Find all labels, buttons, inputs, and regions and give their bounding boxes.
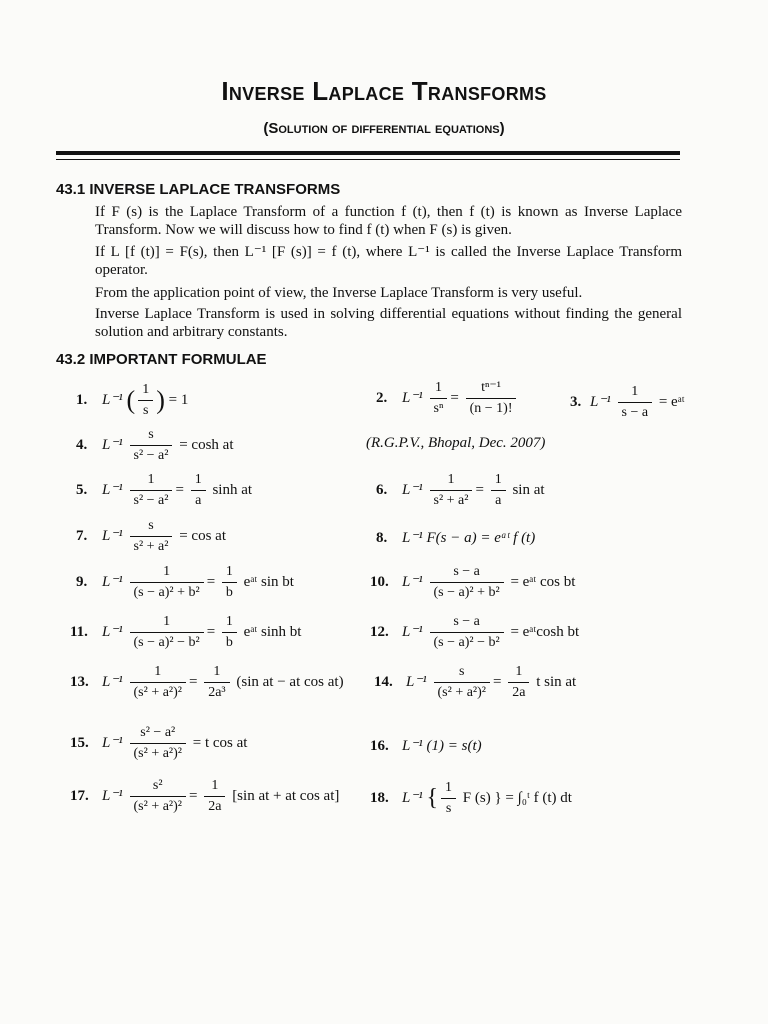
formula-16: 16. L⁻¹ (1) = s(t) (370, 738, 482, 754)
formula-14: 14. L⁻¹ $\frac{s}{\text{(s² + a²)²}}$ = $\frac{1}{2a}$ t sin at (374, 664, 577, 700)
paragraph-application: From the application point of view, the Inverse Laplace Transform is very useful. (95, 285, 583, 301)
formula-15: 15. L⁻¹ $\frac{\text{s² − a²}}{\text{(s² + a²)²}}$ = t cos at (70, 725, 248, 761)
title-rule-thin (56, 159, 680, 160)
formula-1: 1. L⁻¹ ( $\frac{1}{s}$ ) = 1 (76, 382, 189, 418)
formula-8: 8. L⁻¹ F(s − a) = eᵃᵗ f (t) (376, 530, 536, 546)
title-rule-thick (56, 151, 680, 155)
formula-18: 18. L⁻¹ { $\frac{1}{s}$ F (s) } = ∫₀ᵗ f (t) dt (370, 780, 572, 816)
formula-7: 7. L⁻¹ $\frac{s}{\text{s² + a²}}$ = cos at (76, 518, 226, 554)
paragraph-usage: Inverse Laplace Transform is used in solving differential equations without finding the general solution and arbitrary constants. (95, 306, 682, 340)
formula-12: 12. L⁻¹ $\frac{s - a}{\text{(s − a)² − b²}}$ = eᵃᵗcosh bt (370, 614, 580, 650)
formula-11: 11. L⁻¹ $\frac{1}{\text{(s − a)² − b²}}$ = $\frac{1}{b}$ eᵃᵗ sinh bt (70, 614, 302, 650)
formula-3: 3. L⁻¹ $\frac{1}{s - a}$ = eᵃᵗ (570, 384, 685, 420)
page-subtitle: (Solution of differential equations) (263, 120, 505, 137)
paragraph-operator: If L [f (t)] = F(s), then L⁻¹ [F (s)] = f (t), where L⁻¹ is called the Inverse Laplace Transform operator. (95, 244, 682, 278)
formula-13: 13. L⁻¹ $\frac{1}{\text{(s² + a²)²}}$ = $\frac{1}{\text{2a³}}$ (sin at − at cos at) (70, 664, 344, 700)
section-heading-inverse-laplace: 43.1 INVERSE LAPLACE TRANSFORMS (56, 181, 341, 198)
citation: (R.G.P.V., Bhopal, Dec. 2007) (366, 435, 546, 451)
paragraph-definition: If F (s) is the Laplace Transform of a function f (t), then f (t) is known as Inverse Laplace Transform. Now we will discuss how to find f (t) when F (s) is given. (95, 204, 682, 238)
page-title: Inverse Laplace Transforms (221, 76, 547, 106)
formula-6: 6. L⁻¹ $\frac{1}{\text{s² + a²}}$ = $\frac{1}{a}$ sin at (376, 472, 545, 508)
formula-2: 2. L⁻¹ $\frac{1}{\text{sⁿ}}$ = $\frac{\text{tⁿ⁻¹}}{(n - 1)!}$ (376, 380, 519, 417)
formula-5: 5. L⁻¹ $\frac{1}{\text{s² − a²}}$ = $\frac{1}{a}$ sinh at (76, 472, 253, 508)
section-heading-important-formulae: 43.2 IMPORTANT FORMULAE (56, 351, 267, 368)
formula-4: 4. L⁻¹ $\frac{s}{\text{s² − a²}}$ = cosh at (76, 427, 234, 463)
formula-10: 10. L⁻¹ $\frac{s - a}{\text{(s − a)² + b²}}$ = eᵃᵗ cos bt (370, 564, 576, 600)
formula-9: 9. L⁻¹ $\frac{1}{\text{(s − a)² + b²}}$ = $\frac{1}{b}$ eᵃᵗ sin bt (76, 564, 294, 600)
formula-17: 17. L⁻¹ $\frac{\text{s²}}{\text{(s² + a²)²}}$ = $\frac{1}{2a}$ [sin at + at cos at] (70, 778, 340, 814)
